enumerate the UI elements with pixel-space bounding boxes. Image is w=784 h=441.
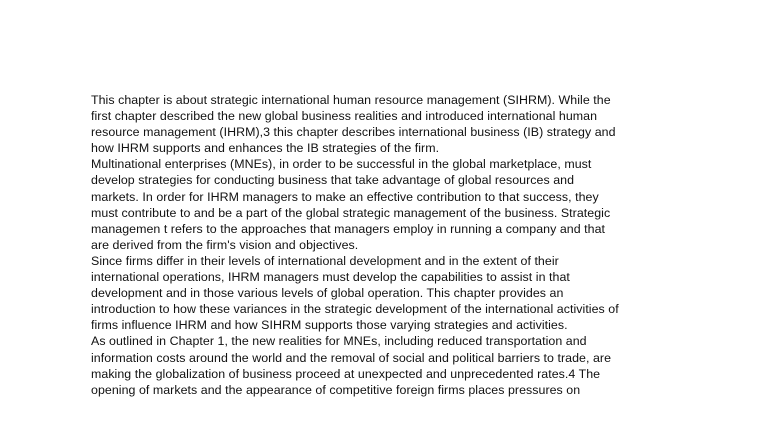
text-line: This chapter is about strategic international human resource management (SIHRM). While the [91,93,611,107]
text-line: international operations, IHRM managers must develop the capabilities to assist in that [91,270,570,285]
text-line: how IHRM supports and enhances the IB strategies of the firm. [91,141,440,156]
text-line: As outlined in Chapter 1, the new realities for MNEs, including reduced transportation and [91,334,587,349]
text-line: Since firms differ in their levels of international development and in the extent of their [91,253,559,268]
text-line: Multinational enterprises (MNEs), in order to be successful in the global marketplace, must [91,157,592,172]
text-line: resource management (IHRM),3 this chapter describes international business (IB) strategy and [91,125,616,140]
text-line: first chapter described the new global business realities and introduced international human [91,109,598,124]
text-line: develop strategies for conducting business that take advantage of global resources and [91,173,575,188]
text-line: development and in those various levels of global operation. This chapter provides an [91,286,564,301]
text-line: must contribute to and be a part of the global strategic management of the business. Strategic [91,205,611,220]
text-line: managemen t refers to the approaches that managers employ in running a company and that [91,221,606,236]
text-line: markets. In order for IHRM managers to make an effective contribution to that success, they [91,189,599,204]
text-line: opening of markets and the appearance of competitive foreign firms places pressures on [91,382,581,397]
text-line: making the globalization of business proceed at unexpected and unprecedented rates.4 The [91,366,601,381]
text-line: firms influence IHRM and how SIHRM supports those varying strategies and activities. [91,318,568,333]
text-line: information costs around the world and the removal of social and political barriers to trade, are [91,350,612,365]
text-line: introduction to how these variances in the strategic development of the international activities of [91,302,619,317]
document-body [91,92,731,398]
text-line: are derived from the firm's vision and objectives. [91,237,359,252]
